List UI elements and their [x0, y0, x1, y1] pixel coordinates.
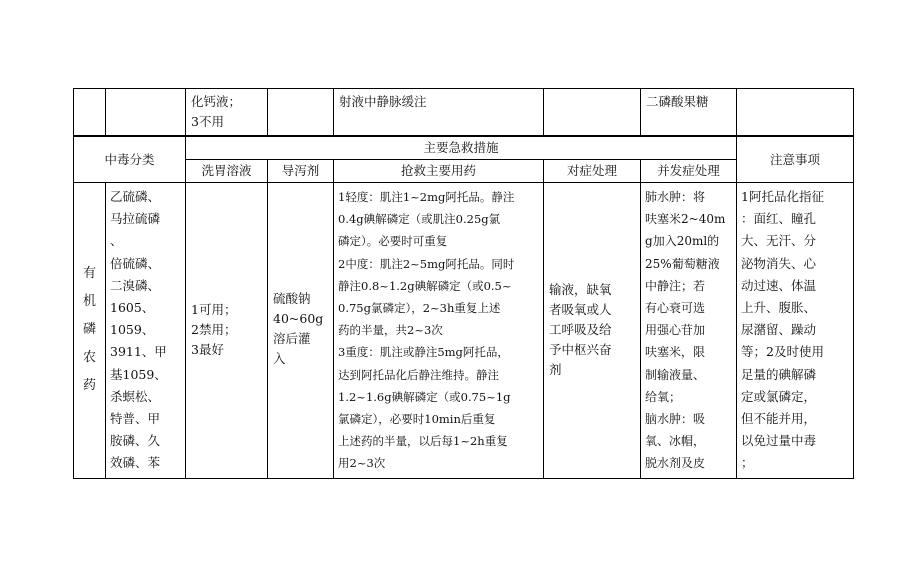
- rescue-line: 2中度：肌注2~5mg阿托品。同时: [338, 256, 515, 271]
- gastric-lavage-cell: [186, 183, 268, 479]
- category-char: 药: [82, 378, 96, 394]
- category-cell: [74, 183, 106, 479]
- agent-line: 1605、: [110, 300, 155, 316]
- text-line: 射液中静脉缓注: [339, 94, 427, 109]
- notes-line: 但不能并用，: [741, 411, 817, 427]
- notes-line: 以免过量中毒: [741, 433, 817, 449]
- text-line: 3不用: [191, 114, 224, 129]
- notes-line: 尿潴留、躁动: [741, 322, 817, 338]
- symptomatic-cell: [544, 183, 641, 479]
- continuation-cell-lavage: [186, 89, 268, 136]
- rescue-drug-cell: [334, 183, 544, 479]
- rescue-line: 磷定）。必要时可重复: [338, 234, 448, 249]
- agents-cell: [106, 183, 186, 479]
- lavage-line: 2禁用；: [191, 322, 237, 338]
- cathartic-line: 40~60g: [273, 310, 324, 326]
- rescue-line: 用2~3次: [338, 456, 386, 471]
- notes-line: 泌物消失、心: [741, 255, 817, 271]
- rescue-line: 氯磷定），必要时10min后重复: [338, 412, 496, 427]
- rescue-line: 药的半量，共2~3次: [338, 323, 443, 338]
- header-complication: 并发症处理: [641, 160, 737, 183]
- category-char: 磷: [82, 322, 96, 338]
- header-main-measures: 主要急救措施: [186, 137, 737, 160]
- complication-line: 肺水肿：将: [645, 190, 706, 204]
- agent-line: 特普、甲: [110, 411, 161, 427]
- agent-line: 胺磷、久: [110, 433, 161, 449]
- complication-line: g加入20ml的: [645, 234, 720, 249]
- notes-line: 大、无汗、分: [741, 233, 817, 249]
- agent-line: 乙硫磷、: [110, 189, 161, 204]
- text-line: 化钙液；: [191, 94, 242, 109]
- continuation-table: [73, 88, 854, 136]
- symptomatic-line: 者吸氧或人: [549, 302, 612, 318]
- rescue-line: 上述药的半量，以后每1~2h重复: [338, 434, 508, 449]
- notes-line: ：面红、瞳孔: [741, 211, 817, 227]
- agent-line: 3911、甲: [110, 344, 167, 360]
- notes-line: 动过速、体温: [741, 277, 817, 293]
- continuation-cell-4: [268, 89, 334, 136]
- notes-line: 定或氯磷定，: [741, 388, 817, 404]
- cathartic-line: 溶后灌: [273, 330, 311, 346]
- symptomatic-line: 工呼吸及给: [549, 322, 612, 338]
- lavage-line: 1可用；: [191, 302, 237, 318]
- category-char: 机: [82, 294, 96, 310]
- continuation-cell-8: [737, 89, 854, 136]
- poisoning-table: [73, 136, 854, 479]
- continuation-cell-6: [544, 89, 641, 136]
- symptomatic-line: 输液，缺氧: [549, 282, 612, 298]
- header-symptomatic: 对症处理: [544, 160, 641, 183]
- complication-line: 脱水剂及皮: [645, 456, 706, 471]
- header-cathartic: 导泻剂: [268, 160, 334, 183]
- complication-line: 呋塞米，限: [645, 345, 706, 360]
- complication-line: 制输液量、: [645, 367, 706, 382]
- rescue-line: 0.75g氯磷定），2~3h重复上述: [338, 301, 501, 316]
- continuation-cell-rescue: [334, 89, 544, 136]
- notes-line: ；: [741, 455, 754, 471]
- complication-line: 有心衰可选: [645, 301, 706, 316]
- rescue-line: 0.4g碘解磷定（或肌注0.25g氯: [338, 212, 501, 227]
- symptomatic-line: 剂: [549, 362, 562, 378]
- rescue-line: 1.2~1.6g碘解磷定（或0.75~1g: [338, 389, 511, 404]
- category-char: 有: [82, 266, 96, 282]
- header-notes: 注意事项: [737, 137, 854, 183]
- agent-line: 马拉硫磷: [110, 211, 161, 227]
- complication-line: 呋塞米2~40m: [645, 212, 726, 227]
- notes-line: 上升、腹胀、: [741, 300, 817, 316]
- header-rescue-drug: 抢救主要用药: [334, 160, 544, 183]
- cathartic-line: 硫酸钠: [273, 290, 311, 306]
- header-classification: 中毒分类: [74, 137, 186, 183]
- complication-line: 给氧；: [645, 389, 682, 404]
- symptomatic-line: 予中枢兴奋: [549, 342, 612, 358]
- complication-line: 25%葡萄糖液: [645, 256, 720, 271]
- notes-line: 等；2及时使用: [741, 344, 824, 360]
- agent-line: 效磷、苯: [110, 455, 161, 471]
- notes-cell: [737, 183, 854, 479]
- rescue-line: 静注0.8~1.2g碘解磷定（或0.5~: [338, 278, 512, 293]
- cathartic-line: 入: [273, 350, 286, 366]
- continuation-cell-1: [74, 89, 106, 136]
- complication-cell: [641, 183, 737, 479]
- agent-line: 杀螟松、: [110, 388, 161, 404]
- complication-line: 中静注；若: [645, 278, 706, 293]
- agent-line: 倍硫磷、: [110, 255, 161, 271]
- continuation-cell-2: [106, 89, 186, 136]
- category-char: 农: [82, 350, 96, 366]
- notes-line: 足量的碘解磷: [741, 366, 817, 382]
- complication-line: 氧、冰帽，: [645, 434, 706, 449]
- cathartic-cell: [268, 183, 334, 479]
- agent-line: 1059、: [110, 322, 155, 338]
- agent-line: 、: [110, 233, 123, 249]
- continuation-cell-complication: [641, 89, 737, 136]
- notes-line: 1阿托品化指征: [741, 189, 824, 204]
- agent-line: 二溴磷、: [110, 277, 161, 293]
- agent-line: 基1059、: [110, 366, 167, 382]
- complication-line: 脑水肿：吸: [645, 412, 706, 427]
- rescue-line: 3重度：肌注或静注5mg阿托品，: [338, 345, 509, 360]
- header-gastric-lavage: 洗胃溶液: [186, 160, 268, 183]
- text-line: 二磷酸果糖: [646, 94, 709, 109]
- complication-line: 用强心苷加: [645, 323, 706, 338]
- rescue-line: 1轻度：肌注1~2mg阿托品。静注: [338, 190, 515, 204]
- lavage-line: 3最好: [191, 342, 224, 358]
- rescue-line: 达到阿托品化后静注维持。静注: [338, 367, 500, 382]
